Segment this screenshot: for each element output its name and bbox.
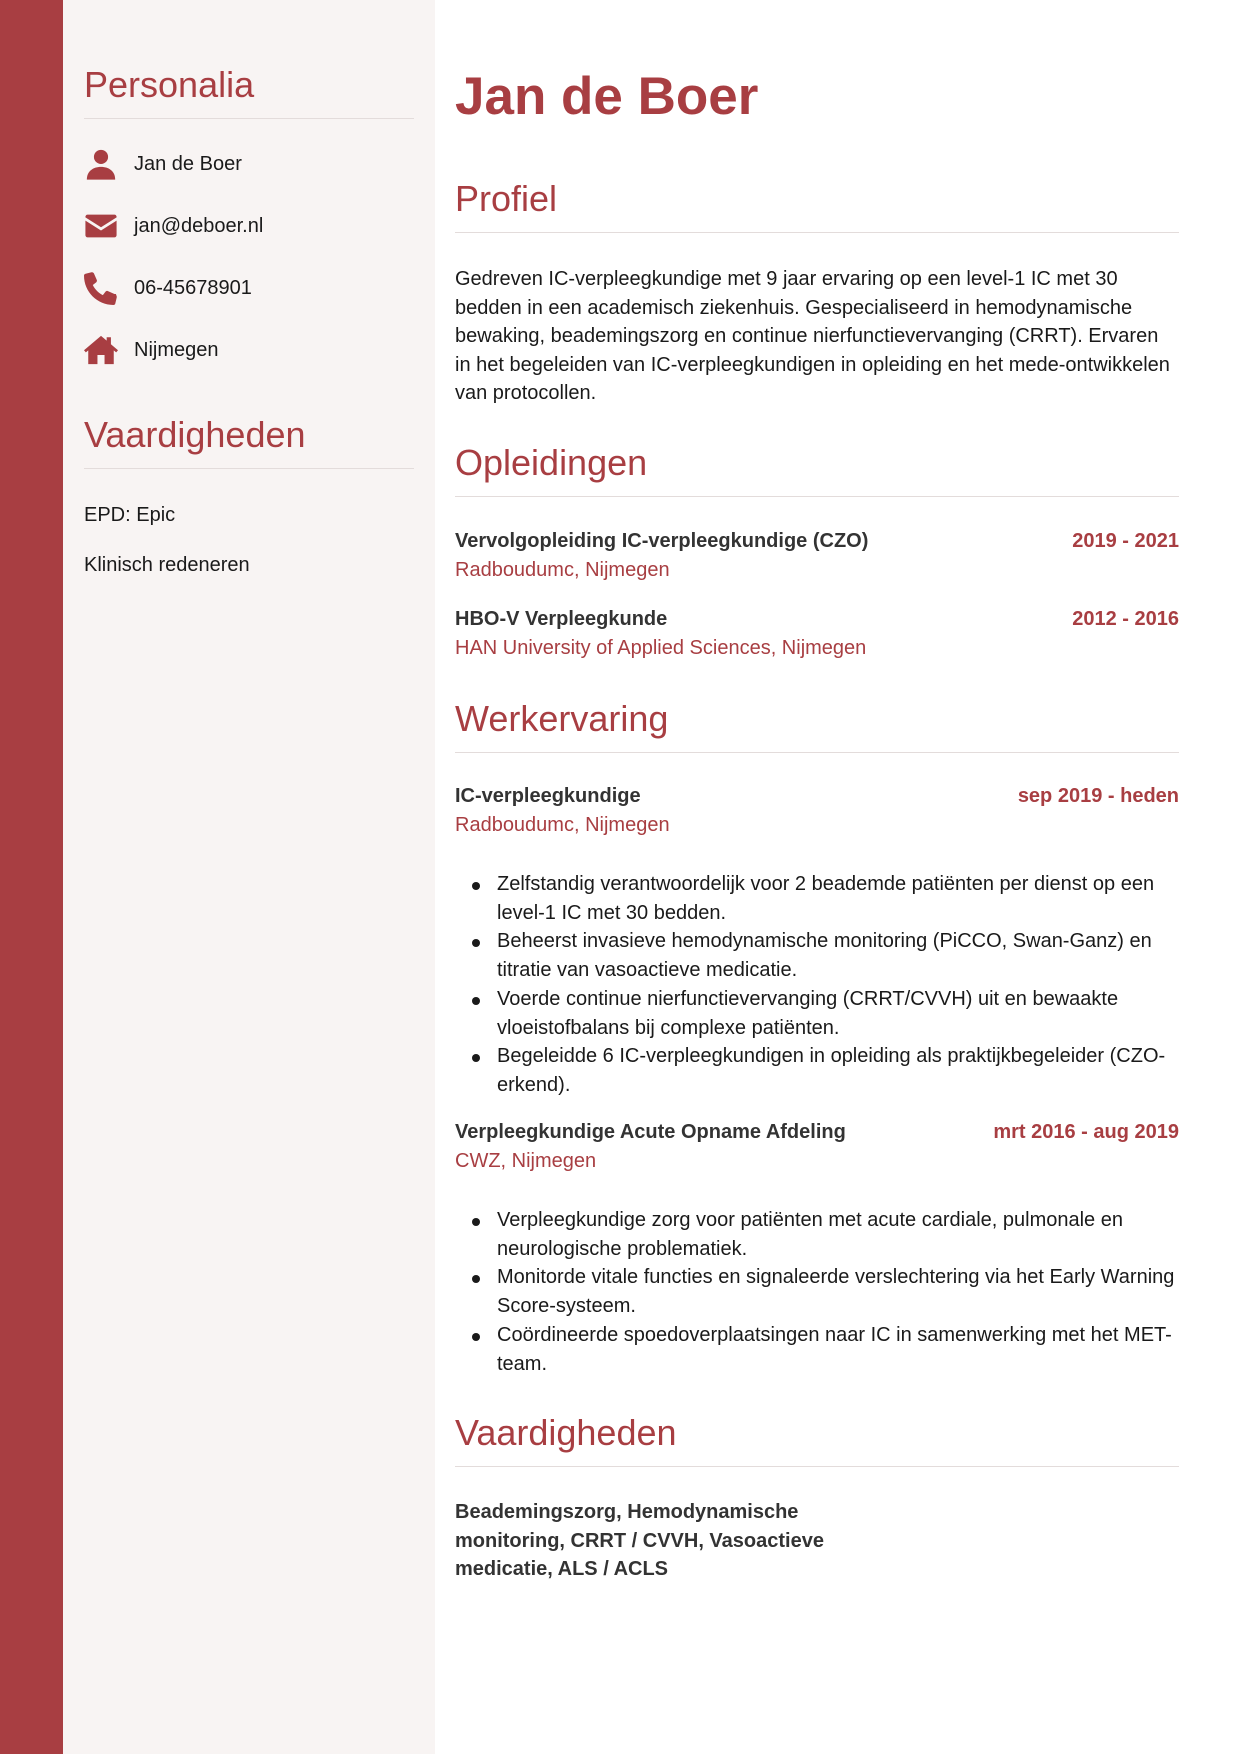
list-item: Verpleegkundige zorg voor patiënten met acute cardiale, pulmonale en neurologische problematiek. — [455, 1206, 1179, 1263]
list-item: Zelfstandig verantwoordelijk voor 2 beademde patiënten per dienst op een level-1 IC met 30 bedden. — [455, 870, 1179, 927]
list-item: Monitorde vitale functies en signaleerde verslechtering via het Early Warning Score-systeem. — [455, 1263, 1179, 1320]
experience-entry — [455, 785, 1179, 837]
education-heading: Opleidingen — [455, 442, 1179, 497]
entry-title: IC-verpleegkundige — [455, 785, 641, 807]
experience-entry — [455, 1121, 1179, 1173]
home-icon — [84, 333, 118, 367]
education-entry — [455, 530, 1179, 582]
list-item: Voerde continue nierfunctievervanging (CRRT/CVVH) uit en bewaakte vloeistofbalans bij complexe patiënten. — [455, 985, 1179, 1042]
personalia-heading: Personalia — [84, 64, 414, 119]
entry-organization: Radboudumc, Nijmegen — [455, 559, 670, 581]
contact-name-text: Jan de Boer — [134, 152, 242, 175]
contact-phone — [84, 257, 414, 319]
profile-text: Gedreven IC-verpleegkundige met 9 jaar ervaring op een level-1 IC met 30 bedden in een academisch ziekenhuis. Gespecialiseerd in hemodynamische bewaking, beademingszorg en continue nierfunctievervanging (CRRT). Ervaren in het begeleiden van IC-verpleegkundigen in opleiding en het mede-ontwikkelen van protocollen. — [455, 268, 1170, 405]
accent-bar — [0, 0, 63, 1754]
phone-icon — [84, 271, 118, 305]
entry-date: 2019 - 2021 — [1072, 530, 1179, 552]
contact-phone-text[interactable]: 06-45678901 — [134, 276, 252, 299]
entry-title: Verpleegkundige Acute Opname Afdeling — [455, 1121, 846, 1143]
sidebar-skills-heading: Vaardigheden — [84, 414, 414, 469]
list-item: Coördineerde spoedoverplaatsingen naar IC in samenwerking met het MET-team. — [455, 1321, 1179, 1378]
education-entry — [455, 608, 1179, 660]
experience-bullets — [455, 870, 1179, 1100]
contact-location — [84, 319, 414, 381]
page-title: Jan de Boer — [455, 67, 759, 126]
envelope-icon — [84, 209, 118, 243]
entry-title: Vervolgopleiding IC-verpleegkundige (CZO) — [455, 530, 869, 552]
skills-text: Beademingszorg, Hemodynamische monitoring, CRRT / CVVH, Vasoactieve medicatie, ALS / ACLS — [455, 1501, 824, 1581]
sidebar-skill-item: Klinisch redeneren — [84, 553, 250, 576]
entry-organization: Radboudumc, Nijmegen — [455, 814, 670, 836]
sidebar-skill-item: EPD: Epic — [84, 503, 176, 526]
sidebar-skills-list — [84, 490, 414, 590]
entry-organization: HAN University of Applied Sciences, Nijmegen — [455, 637, 867, 659]
contact-location-text: Nijmegen — [134, 338, 219, 361]
sidebar — [63, 0, 435, 1754]
experience-bullets — [455, 1206, 1179, 1378]
contact-name — [84, 133, 414, 195]
list-item: Beheerst invasieve hemodynamische monitoring (PiCCO, Swan-Ganz) en titratie van vasoactieve medicatie. — [455, 927, 1179, 984]
entry-date: mrt 2016 - aug 2019 — [993, 1121, 1179, 1143]
skills-heading: Vaardigheden — [455, 1412, 1179, 1467]
list-item: Begeleidde 6 IC-verpleegkundigen in opleiding als praktijkbegeleider (CZO-erkend). — [455, 1042, 1179, 1099]
profile-heading: Profiel — [455, 178, 1179, 233]
entry-organization: CWZ, Nijmegen — [455, 1150, 597, 1172]
entry-date: sep 2019 - heden — [1017, 785, 1179, 807]
entry-title: HBO-V Verpleegkunde — [455, 608, 668, 630]
contact-list — [84, 133, 414, 381]
entry-date: 2012 - 2016 — [1072, 608, 1179, 630]
contact-email-text[interactable]: jan@deboer.nl — [134, 214, 264, 237]
contact-email — [84, 195, 414, 257]
experience-heading: Werkervaring — [455, 698, 1179, 753]
user-icon — [84, 147, 118, 181]
